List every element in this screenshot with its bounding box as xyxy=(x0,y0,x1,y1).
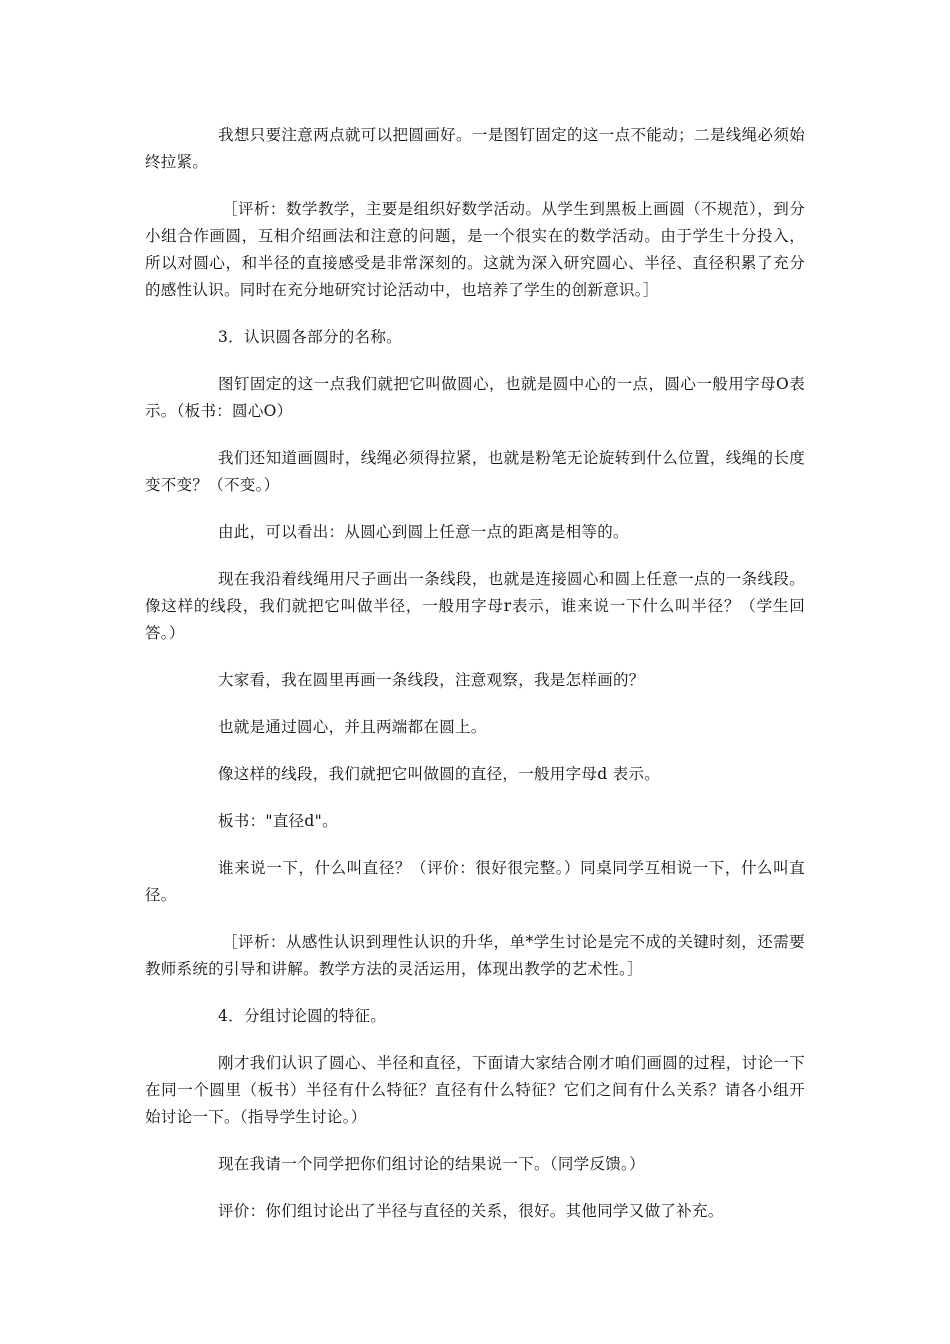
paragraph-equal-distance: 由此，可以看出：从圆心到圆上任意一点的距离是相等的。 xyxy=(218,523,629,541)
paragraph-1: 我想只要注意两点就可以把圆画好。一是图钉固定的这一点不能动；二是线绳必须始终拉紧。 xyxy=(145,126,805,171)
commentary-paragraph-1: ［评析：数学教学，主要是组织好数学活动。从学生到黑板上画圆（不规范），到分小组合作画圆，互相介绍画法和注意的问题，是一个很实在的数学活动。由于学生十分投入，所以对圆心，和半径的直接感受是非常深刻的。这就为深入研究圆心、半径、直径积累了充分的感性认识。同时在充分地研究讨论活动中，也培养了学生的创新意识。］ xyxy=(145,200,805,299)
paragraph-group-discussion: 刚才我们认识了圆心、半径和直径，下面请大家结合刚才咱们画圆的过程，讨论一下在同一个圆里（板书）半径有什么特征？直径有什么特征？它们之间有什么关系？请各小组开始讨论一下。（指导学生讨论。） xyxy=(145,1054,805,1126)
paragraph-draw-segment: 大家看，我在圆里再画一条线段，注意观察，我是怎样画的？ xyxy=(218,671,645,689)
section-heading-4: 4．分组讨论圆的特征。 xyxy=(218,1007,387,1025)
paragraph-radius-definition: 现在我沿着线绳用尺子画出一条线段，也就是连接圆心和圆上任意一点的一条线段。像这样的线段，我们就把它叫做半径，一般用字母r表示，谁来说一下什么叫半径？（学生回答。） xyxy=(145,570,805,642)
paragraph-string-length: 我们还知道画圆时，线绳必须得拉紧，也就是粉笔无论旋转到什么位置，线绳的长度变不变？（不变。） xyxy=(145,449,805,494)
paragraph-board-note: 板书："直径d"。 xyxy=(218,812,338,830)
paragraph-diameter-definition: 像这样的线段，我们就把它叫做圆的直径，一般用字母d 表示。 xyxy=(218,765,661,783)
document-page xyxy=(145,122,805,1245)
paragraph-through-center: 也就是通过圆心，并且两端都在圆上。 xyxy=(218,718,487,736)
paragraph-evaluation: 评价：你们组讨论出了半径与直径的关系，很好。其他同学又做了补充。 xyxy=(218,1202,724,1220)
paragraph-what-is-diameter: 谁来说一下，什么叫直径？（评价：很好很完整。）同桌同学互相说一下，什么叫直径。 xyxy=(145,859,805,904)
paragraph-feedback: 现在我请一个同学把你们组讨论的结果说一下。（同学反馈。） xyxy=(218,1155,645,1173)
section-heading-3: 3．认识圆各部分的名称。 xyxy=(218,328,402,346)
commentary-paragraph-2: ［评析：从感性认识到理性认识的升华，单*学生讨论是完不成的关键时刻，还需要教师系统的引导和讲解。教学方法的灵活运用，体现出教学的艺术性。］ xyxy=(145,933,805,978)
paragraph-center-definition: 图钉固定的这一点我们就把它叫做圆心，也就是圆中心的一点，圆心一般用字母O表示。（板书：圆心O） xyxy=(145,375,805,420)
